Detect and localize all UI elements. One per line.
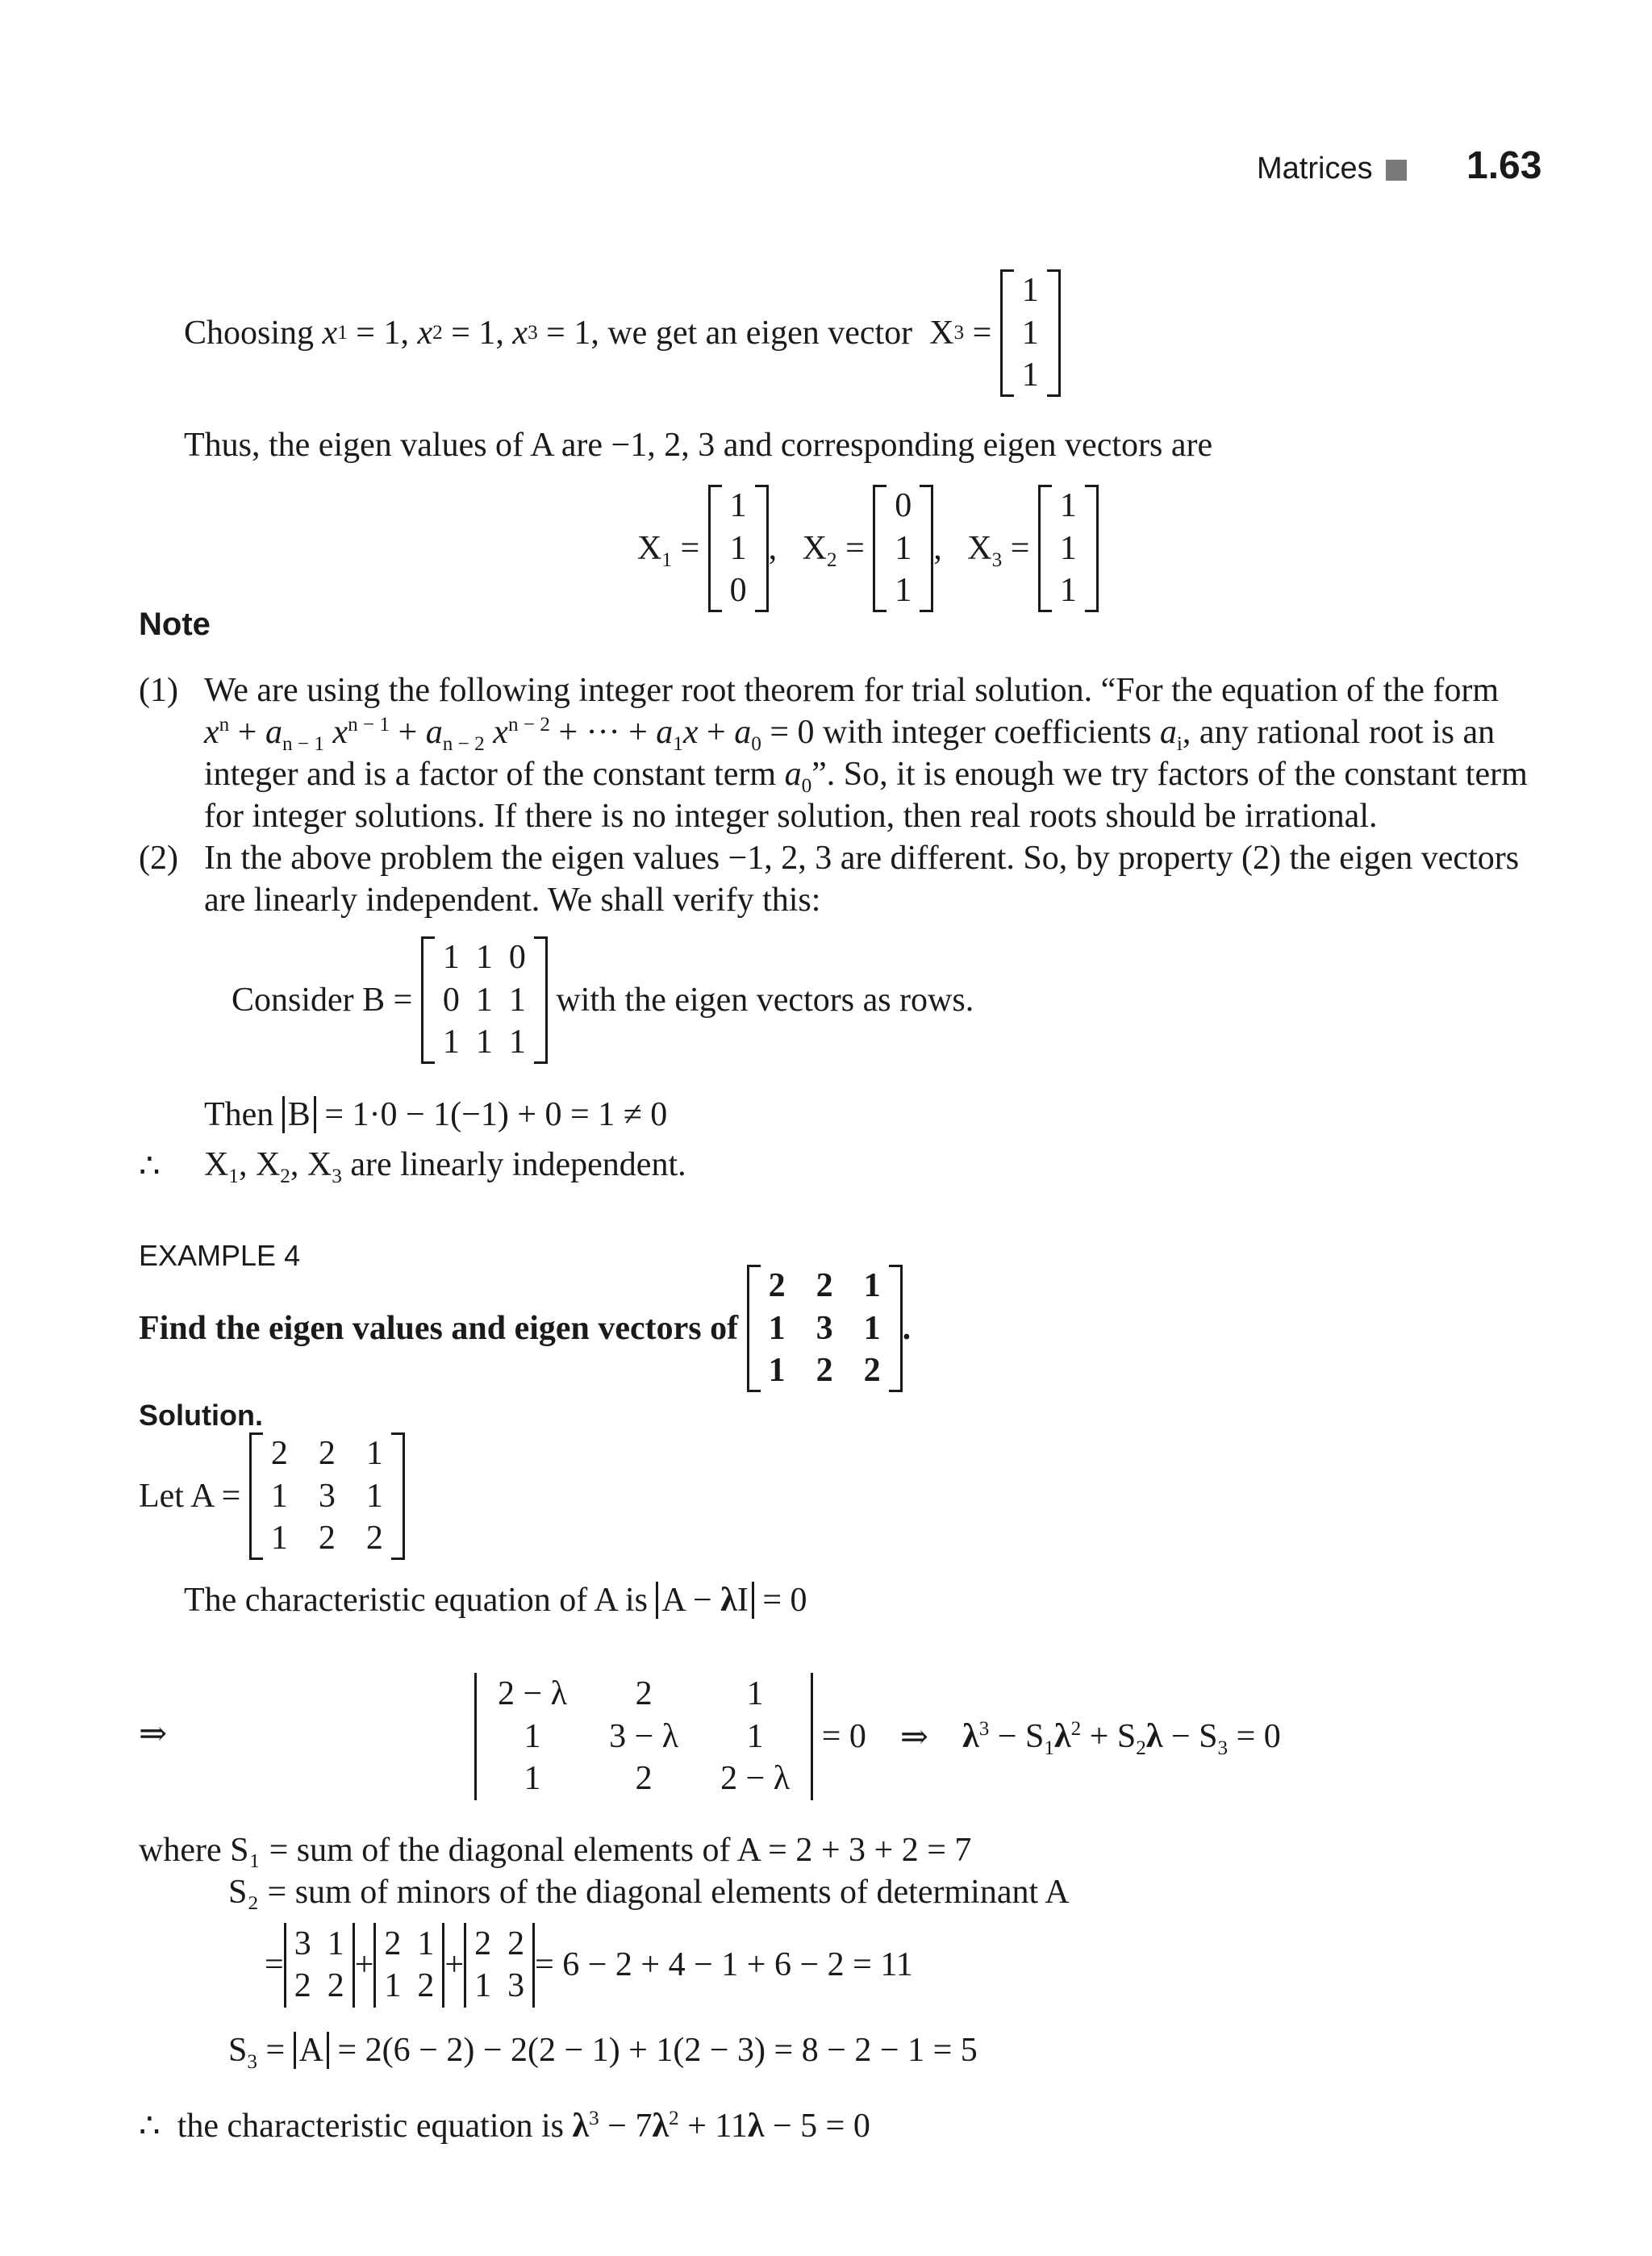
choosing-text: Choosing [184, 315, 315, 352]
eigen-vector-x1: 1 1 0 [708, 485, 769, 612]
matrix-b: 1 1 0 0 1 1 1 1 1 [421, 936, 548, 1064]
eigen-vector-x3-top: 1 1 1 [1000, 269, 1061, 397]
minor-3: 2 2 1 3 [464, 1923, 535, 2008]
note-item1-line2: $x^n + a_{n - 1}$ $x^{n - 1} + a_{n - 2}$ $x^{n - 2}$ + ··· + $a_1x + a_0 = 0$ with integer coefficients $a_i$, any rational root is an [204, 713, 1496, 755]
note-item1-line4: for integer solutions. If there is no integer solution, then real roots should be irrational. [204, 798, 1378, 835]
minors-row: = 3 1 2 2 + 2 1 1 2 + 2 2 1 3 = 6 − 2 + 4 − 1 + 6 − 2 = 11 [265, 1916, 913, 2013]
note-item1-line1: We are using the following integer root theorem for trial solution. “For the equation of the form [204, 672, 1500, 709]
note-item2-line2: are linearly independent. We shall verify this: [204, 882, 821, 919]
eigen-vector-x3: 1 1 1 [1038, 485, 1099, 612]
let-a-row: Let A = 2 2 1 1 3 1 1 2 2 [139, 1436, 405, 1557]
example-label: EXAMPLE 4 [139, 1239, 301, 1272]
running-header-section: Matrices [1257, 152, 1373, 186]
independent-line: $X_1$, $X_2$, $X_3$ are linearly independent. [204, 1146, 686, 1187]
page-number: 1.63 [1466, 144, 1542, 187]
minor-2: 2 1 1 2 [373, 1923, 444, 2008]
we-get-text: we get an eigen vector [607, 315, 913, 352]
let-matrix-a: 2 2 1 1 3 1 1 2 2 [249, 1432, 405, 1560]
consider-b-row: Consider B = 1 1 0 0 1 1 1 1 1 with the eigen vectors as rows. [232, 928, 974, 1073]
minor-1: 3 1 2 2 [284, 1923, 355, 2008]
therefore-symbol: ∴ [139, 1148, 161, 1185]
note-item1-line3: integer and is a factor of the constant term $a_0$”. So, it is enough we try factors of the constant term [204, 756, 1528, 797]
then-line: Then B = 1·0 − 1(−1) + 0 = 1 ≠ 0 [204, 1096, 668, 1133]
example-problem: Find the eigen values and eigen vectors of 2 2 1 1 3 1 1 2 2 . [139, 1268, 911, 1389]
implies-symbol: ⇒ [139, 1716, 168, 1753]
determinant-row: 2 − λ 2 1 1 3 − λ 1 1 2 2 − λ = 0 ⇒ $\lambda^3 - S_1\lambda^2 + S_2\lambda - S_3 = 0$ [474, 1660, 1281, 1813]
s2-line: S₂ = sum of minors of the diagonal elements of determinant A [228, 1874, 1070, 1911]
cubic-general-form: $\lambda^3 - S_1\lambda^2 + S_2\lambda - S_3 = 0$ [962, 1717, 1281, 1759]
char-eq-line: The characteristic equation of A is A − λI = 0 [184, 1582, 807, 1619]
note-item2-line1: In the above problem the eigen values −1, 2, 3 are different. So, by property (2) the eigen vectors [204, 840, 1520, 877]
solution-heading: Solution. [139, 1399, 263, 1432]
choosing-line: Choosing x 1 = 1, x 2 = 1, x 3 = 1, we get an eigen vector X 3 = 1 1 1 [184, 273, 1061, 394]
s1-line: where S₁ = sum of the diagonal elements of A = 2 + 3 + 2 = 7 [139, 1832, 972, 1869]
example-matrix-a: 2 2 1 1 3 1 1 2 2 [747, 1265, 903, 1392]
final-line: ∴ the characteristic equation is $\lambda^3 - 7\lambda^2 + 11\lambda - 5 = 0$ [139, 2107, 870, 2145]
char-determinant: 2 − λ 2 1 1 3 − λ 1 1 2 2 − λ [474, 1673, 813, 1800]
eigen-vector-x2: 0 1 1 [873, 485, 933, 612]
note-item1-number: (1) [139, 672, 178, 709]
eigen-vectors-row: $X_1$ = 1 1 0 , $X_2$ = 0 1 1 , $X_3$ = 1 1 1 [637, 488, 1099, 609]
note-item2-number: (2) [139, 840, 178, 877]
note-heading: Note [139, 607, 211, 642]
header-square-icon [1386, 160, 1407, 181]
s3-line: $S_3 = A = 2(6 - 2) - 2(2 - 1) + 1(2 - 3) = 8 - 2 - 1 = 5$ [228, 2032, 978, 2073]
thus-line: Thus, the eigen values of A are −1, 2, 3 and corresponding eigen vectors are [184, 427, 1213, 464]
